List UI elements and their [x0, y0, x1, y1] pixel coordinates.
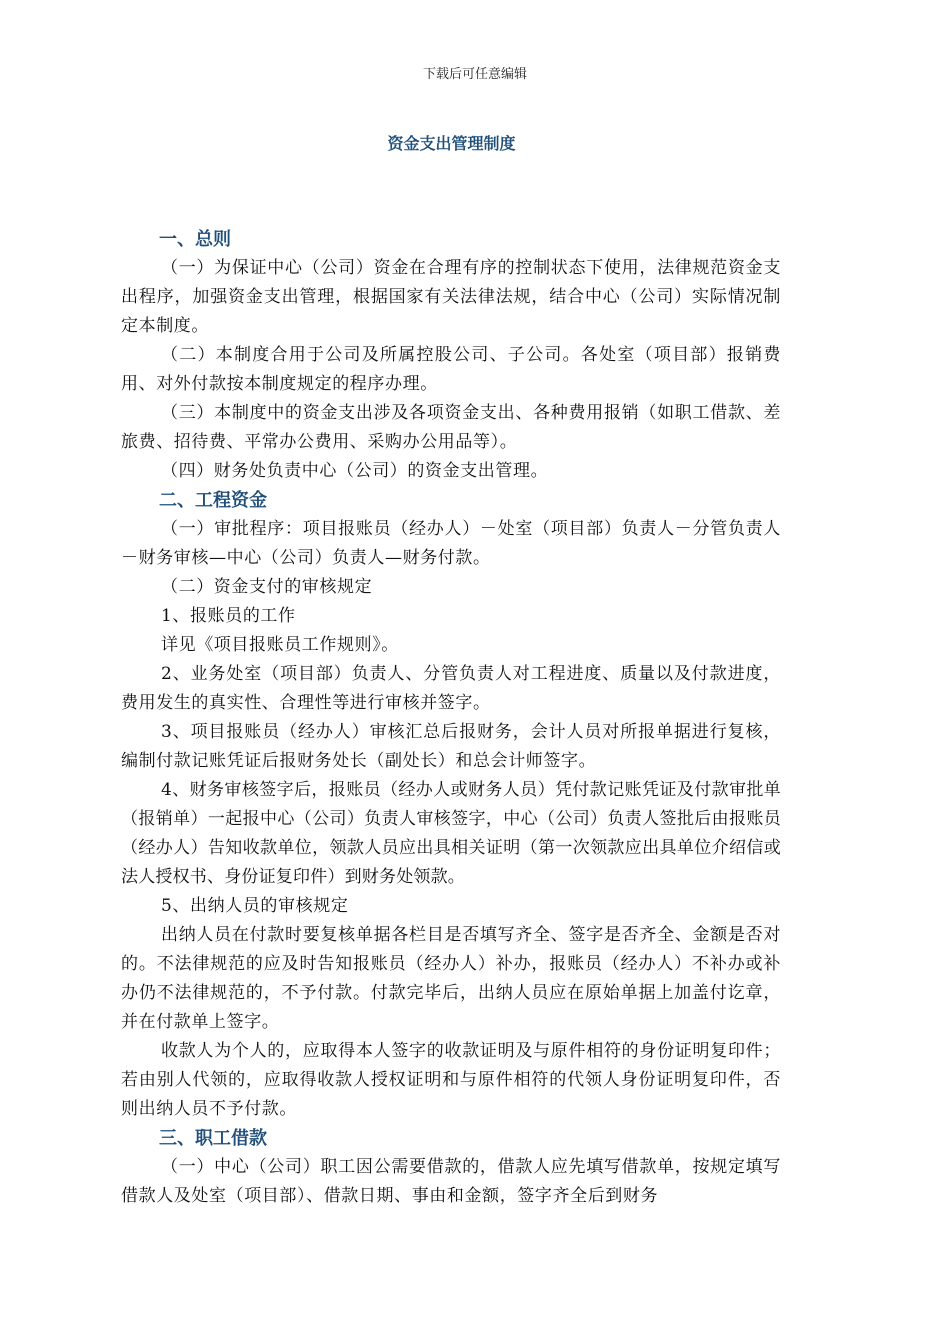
section-heading: 二、工程资金: [159, 490, 267, 511]
paragraph: （二）本制度合用于公司及所属控股公司、子公司。各处室（项目部）报销费用、对外付款按本制度规定的程序办理。: [121, 345, 781, 394]
paragraph: （一）审批程序：项目报账员（经办人）－处室（项目部）负责人－分管负责人－财务审核—中心（公司）负责人—财务付款。: [121, 519, 781, 568]
paragraph: （四）财务处负责中心（公司）的资金支出管理。: [161, 461, 549, 481]
paragraph: （二）资金支付的审核规定: [161, 577, 373, 597]
document-title: 资金支出管理制度: [387, 134, 516, 153]
paragraph: 5、出纳人员的审核规定: [161, 896, 349, 916]
paragraph: 2、业务处室（项目部）负责人、分管负责人对工程进度、质量以及付款进度，费用发生的真实性、合理性等进行审核并签字。: [121, 664, 781, 713]
paragraph: 1、报账员的工作: [161, 606, 296, 626]
section-heading: 一、总则: [159, 229, 231, 250]
paragraph: （三）本制度中的资金支出涉及各项资金支出、各种费用报销（如职工借款、差旅费、招待费、平常办公费用、采购办公用品等）。: [121, 403, 781, 452]
paragraph: 收款人为个人的，应取得本人签字的收款证明及与原件相符的身份证明复印件；若由别人代领的，应取得收款人授权证明和与原件相符的代领人身份证明复印件，否则出纳人员不予付款。: [121, 1041, 781, 1119]
paragraph: （一）为保证中心（公司）资金在合理有序的控制状态下使用，法律规范资金支出程序，加强资金支出管理，根据国家有关法律法规，结合中心（公司）实际情况制定本制度。: [121, 258, 781, 336]
paragraph: 详见《项目报账员工作规则》。: [161, 635, 399, 655]
paragraph: （一）中心（公司）职工因公需要借款的，借款人应先填写借款单，按规定填写借款人及处室（项目部）、借款日期、事由和金额，签字齐全后到财务: [121, 1157, 781, 1206]
paragraph: 3、项目报账员（经办人）审核汇总后报财务，会计人员对所报单据进行复核，编制付款记账凭证后报财务处长（副处长）和总会计师签字。: [121, 722, 781, 771]
header-note: 下载后可任意编辑: [422, 67, 527, 82]
paragraph: 出纳人员在付款时要复核单据各栏目是否填写齐全、签字是否齐全、金额是否对的。不法律规范的应及时告知报账员（经办人）补办，报账员（经办人）不补办或补办仍不法律规范的，不予付款。付款完毕后，出纳人员应在原始单据上加盖付讫章，并在付款单上签字。: [121, 925, 781, 1032]
document-body: [121, 225, 781, 1211]
paragraph: 4、财务审核签字后，报账员（经办人或财务人员）凭付款记账凭证及付款审批单（报销单）一起报中心（公司）负责人审核签字，中心（公司）负责人签批后由报账员（经办人）告知收款单位，领款人员应出具相关证明（第一次领款应出具单位介绍信或法人授权书、身份证复印件）到财务处领款。: [121, 780, 781, 887]
section-heading: 三、职工借款: [159, 1128, 267, 1149]
